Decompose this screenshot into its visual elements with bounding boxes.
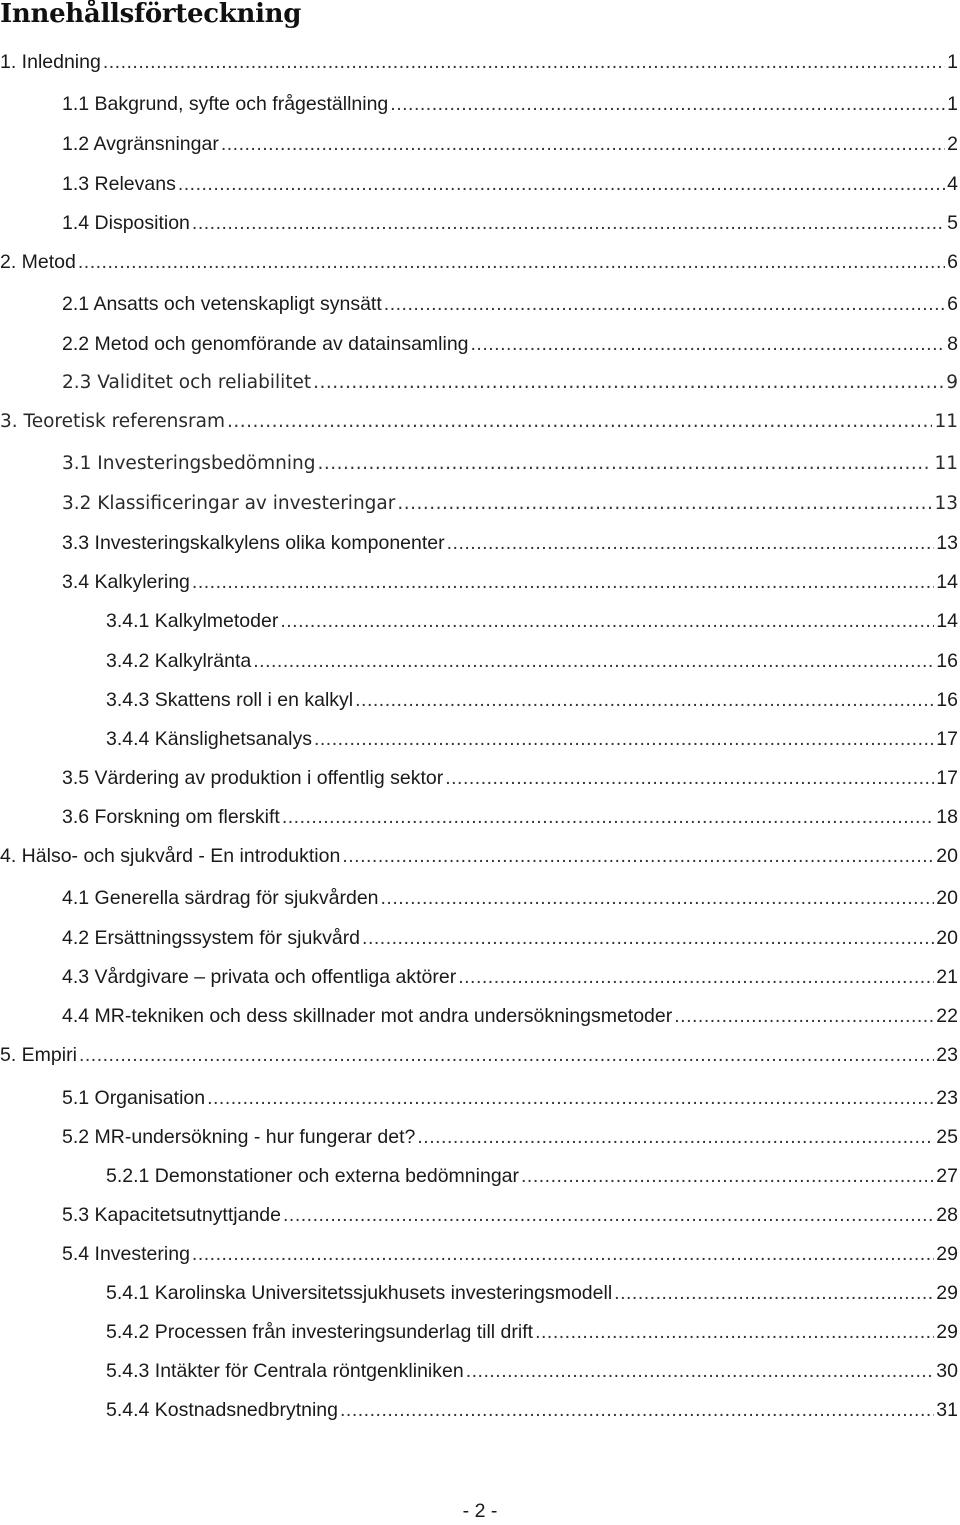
toc-entry-page: 25 xyxy=(936,1126,958,1148)
toc-entry[interactable] xyxy=(0,884,960,912)
toc-entry[interactable] xyxy=(0,330,960,358)
toc-entry-page: 1 xyxy=(947,51,958,73)
toc-entry-page: 9 xyxy=(946,372,958,393)
toc-entry[interactable] xyxy=(0,1357,960,1385)
toc-entry[interactable] xyxy=(0,607,960,635)
toc-entry[interactable] xyxy=(0,170,960,198)
toc-entry-label: 4.1 Generella särdrag för sjukvården xyxy=(62,887,379,909)
toc-leader-dots xyxy=(521,1162,934,1190)
toc-leader-dots xyxy=(458,963,934,991)
toc-entry[interactable] xyxy=(0,1123,960,1151)
toc-entry[interactable] xyxy=(0,369,960,397)
toc-entry[interactable] xyxy=(0,1240,960,1268)
toc-entry-label: 1.2 Avgränsningar xyxy=(62,133,219,155)
toc-entry-label: 4.4 MR-tekniken och dess skillnader mot andra undersökningsmetoder xyxy=(62,1005,673,1027)
toc-entry-page: 23 xyxy=(936,1087,958,1109)
toc-leader-dots xyxy=(614,1279,934,1307)
toc-entry-label: 5.3 Kapacitetsutnyttjande xyxy=(62,1204,281,1226)
toc-entry-page: 22 xyxy=(936,1005,958,1027)
toc-entry[interactable] xyxy=(0,290,960,318)
toc-leader-dots xyxy=(227,408,932,436)
toc-entry-page: 27 xyxy=(936,1165,958,1187)
toc-leader-dots xyxy=(390,90,945,118)
toc-entry-page: 16 xyxy=(936,689,958,711)
toc-entry[interactable] xyxy=(0,686,960,714)
toc-entry-page: 16 xyxy=(936,650,958,672)
toc-entry-label: 5.4 Investering xyxy=(62,1243,190,1265)
toc-leader-dots xyxy=(466,1357,935,1385)
toc-entry-label: 2. Metod xyxy=(0,251,76,273)
toc-entry-label: 1.4 Disposition xyxy=(62,212,190,234)
toc-entry-page: 20 xyxy=(936,927,958,949)
toc-leader-dots xyxy=(313,369,944,397)
toc-entry-page: 4 xyxy=(947,173,958,195)
page-number: - 2 - xyxy=(462,1500,498,1522)
toc-entry-page: 28 xyxy=(936,1204,958,1226)
toc-entry-label: 3. Teoretisk referensram xyxy=(0,411,225,432)
toc-entry-page: 1 xyxy=(947,93,958,115)
toc-entry-page: 17 xyxy=(936,728,958,750)
toc-entry[interactable] xyxy=(0,1396,960,1424)
toc-entry-label: 3.6 Forskning om flerskift xyxy=(62,806,280,828)
toc-entry-page: 21 xyxy=(936,966,958,988)
toc-entry-page: 23 xyxy=(936,1044,958,1066)
toc-entry-label: 5.4.4 Kostnadsnedbrytning xyxy=(106,1399,339,1421)
toc-leader-dots xyxy=(207,1084,934,1112)
toc-entry-page: 17 xyxy=(936,767,958,789)
toc-entry-page: 14 xyxy=(936,610,958,632)
toc-entry-page: 30 xyxy=(936,1360,958,1382)
toc-title: Innehållsförteckning xyxy=(0,0,302,29)
toc-entry[interactable] xyxy=(0,924,960,952)
toc-entry-label: 3.4.3 Skattens roll i en kalkyl xyxy=(106,689,354,711)
toc-entry-label: 3.2 Klassificeringar av investeringar xyxy=(62,493,396,514)
toc-leader-dots xyxy=(314,725,934,753)
toc-entry-page: 6 xyxy=(947,251,958,273)
toc-entry[interactable] xyxy=(0,1162,960,1190)
toc-entry-label: 3.1 Investeringsbedömning xyxy=(62,453,316,474)
toc-entry[interactable] xyxy=(0,130,960,158)
toc-entry-label: 5. Empiri xyxy=(0,1044,77,1066)
toc-entry-label: 4.2 Ersättningssystem för sjukvård xyxy=(62,927,361,949)
toc-leader-dots xyxy=(103,48,945,76)
toc-entry-label: 5.4.1 Karolinska Universitetssjukhusets investeringsmodell xyxy=(106,1282,613,1304)
toc-entry-label: 2.1 Ansatts och vetenskapligt synsätt xyxy=(62,293,382,315)
toc-entry[interactable] xyxy=(0,1201,960,1229)
toc-entry[interactable] xyxy=(0,1084,960,1112)
toc-entry[interactable] xyxy=(0,1279,960,1307)
toc-entry[interactable] xyxy=(0,647,960,675)
toc-entry-page: 13 xyxy=(936,532,958,554)
toc-entry[interactable] xyxy=(0,209,960,237)
toc-leader-dots xyxy=(674,1002,934,1030)
toc-entry-label: 3.4.1 Kalkylmetoder xyxy=(106,610,279,632)
toc-entry-page: 31 xyxy=(936,1399,958,1421)
toc-entry[interactable] xyxy=(0,48,960,76)
toc-entry-label: 2.3 Validitet och reliabilitet xyxy=(62,372,312,393)
toc-leader-dots xyxy=(317,450,932,478)
toc-leader-dots xyxy=(280,607,934,635)
toc-entry[interactable] xyxy=(0,568,960,596)
toc-entry-page: 2 xyxy=(947,133,958,155)
toc-leader-dots xyxy=(192,1240,934,1268)
toc-leader-dots xyxy=(178,170,945,198)
toc-entry[interactable] xyxy=(0,90,960,118)
toc-entry-page: 18 xyxy=(936,806,958,828)
toc-entry-page: 11 xyxy=(934,453,958,474)
toc-entry-page: 29 xyxy=(936,1321,958,1343)
toc-entry[interactable] xyxy=(0,764,960,792)
toc-entry[interactable] xyxy=(0,842,960,870)
toc-entry[interactable] xyxy=(0,490,960,518)
toc-entry-label: 5.2 MR-undersökning - hur fungerar det? xyxy=(62,1126,416,1148)
toc-leader-dots xyxy=(447,529,935,557)
toc-entry-label: 1.3 Relevans xyxy=(62,173,176,195)
toc-leader-dots xyxy=(381,884,935,912)
toc-entry[interactable] xyxy=(0,1041,960,1069)
toc-leader-dots xyxy=(340,1396,934,1424)
toc-leader-dots xyxy=(78,248,945,276)
toc-entry[interactable] xyxy=(0,529,960,557)
toc-entry-page: 29 xyxy=(936,1282,958,1304)
toc-entry[interactable] xyxy=(0,450,960,478)
toc-leader-dots xyxy=(471,330,946,358)
toc-entry[interactable] xyxy=(0,248,960,276)
toc-entry-page: 20 xyxy=(936,845,958,867)
toc-leader-dots xyxy=(362,924,934,952)
toc-entry-page: 5 xyxy=(947,212,958,234)
toc-entry-page: 20 xyxy=(936,887,958,909)
toc-leader-dots xyxy=(342,842,934,870)
toc-entry-label: 2.2 Metod och genomförande av datainsamling xyxy=(62,333,469,355)
toc-entry-label: 1.1 Bakgrund, syfte och frågeställning xyxy=(62,93,389,115)
toc-entry-page: 8 xyxy=(947,333,958,355)
toc-leader-dots xyxy=(355,686,934,714)
toc-entry-page: 11 xyxy=(934,411,958,432)
toc-entry-label: 3.5 Värdering av produktion i offentlig sektor xyxy=(62,767,444,789)
toc-entry[interactable] xyxy=(0,1002,960,1030)
toc-entry[interactable] xyxy=(0,725,960,753)
toc-entry-label: 5.1 Organisation xyxy=(62,1087,206,1109)
toc-leader-dots xyxy=(192,568,934,596)
toc-leader-dots xyxy=(79,1041,934,1069)
toc-entry-label: 1. Inledning xyxy=(0,51,101,73)
toc-leader-dots xyxy=(445,764,934,792)
toc-entry[interactable] xyxy=(0,803,960,831)
toc-entry-page: 29 xyxy=(936,1243,958,1265)
toc-entry[interactable] xyxy=(0,963,960,991)
toc-leader-dots xyxy=(535,1318,934,1346)
toc-leader-dots xyxy=(417,1123,934,1151)
toc-leader-dots xyxy=(192,209,945,237)
toc-entry-label: 3.3 Investeringskalkylens olika komponenter xyxy=(62,532,445,554)
toc-entry-page: 6 xyxy=(947,293,958,315)
toc-entry-label: 3.4.2 Kalkylränta xyxy=(106,650,252,672)
toc-leader-dots xyxy=(397,490,932,518)
toc-entry-label: 4.3 Vårdgivare – privata och offentliga aktörer xyxy=(62,966,457,988)
toc-entry-label: 3.4.4 Känslighetsanalys xyxy=(106,728,312,750)
toc-entry-label: 5.4.2 Processen från investeringsunderlag till drift xyxy=(106,1321,534,1343)
toc-entry[interactable] xyxy=(0,1318,960,1346)
toc-entry-label: 4. Hälso- och sjukvård - En introduktion xyxy=(0,845,341,867)
toc-leader-dots xyxy=(283,1201,934,1229)
toc-leader-dots xyxy=(221,130,945,158)
toc-leader-dots xyxy=(282,803,934,831)
toc-leader-dots xyxy=(384,290,945,318)
toc-entry[interactable] xyxy=(0,408,960,436)
toc-leader-dots xyxy=(253,647,934,675)
toc-entry-label: 5.2.1 Demonstationer och externa bedömningar xyxy=(106,1165,520,1187)
toc-entry-page: 14 xyxy=(936,571,958,593)
toc-entry-label: 5.4.3 Intäkter för Centrala röntgenkliniken xyxy=(106,1360,464,1382)
toc-entry-label: 3.4 Kalkylering xyxy=(62,571,190,593)
toc-entry-page: 13 xyxy=(934,493,958,514)
